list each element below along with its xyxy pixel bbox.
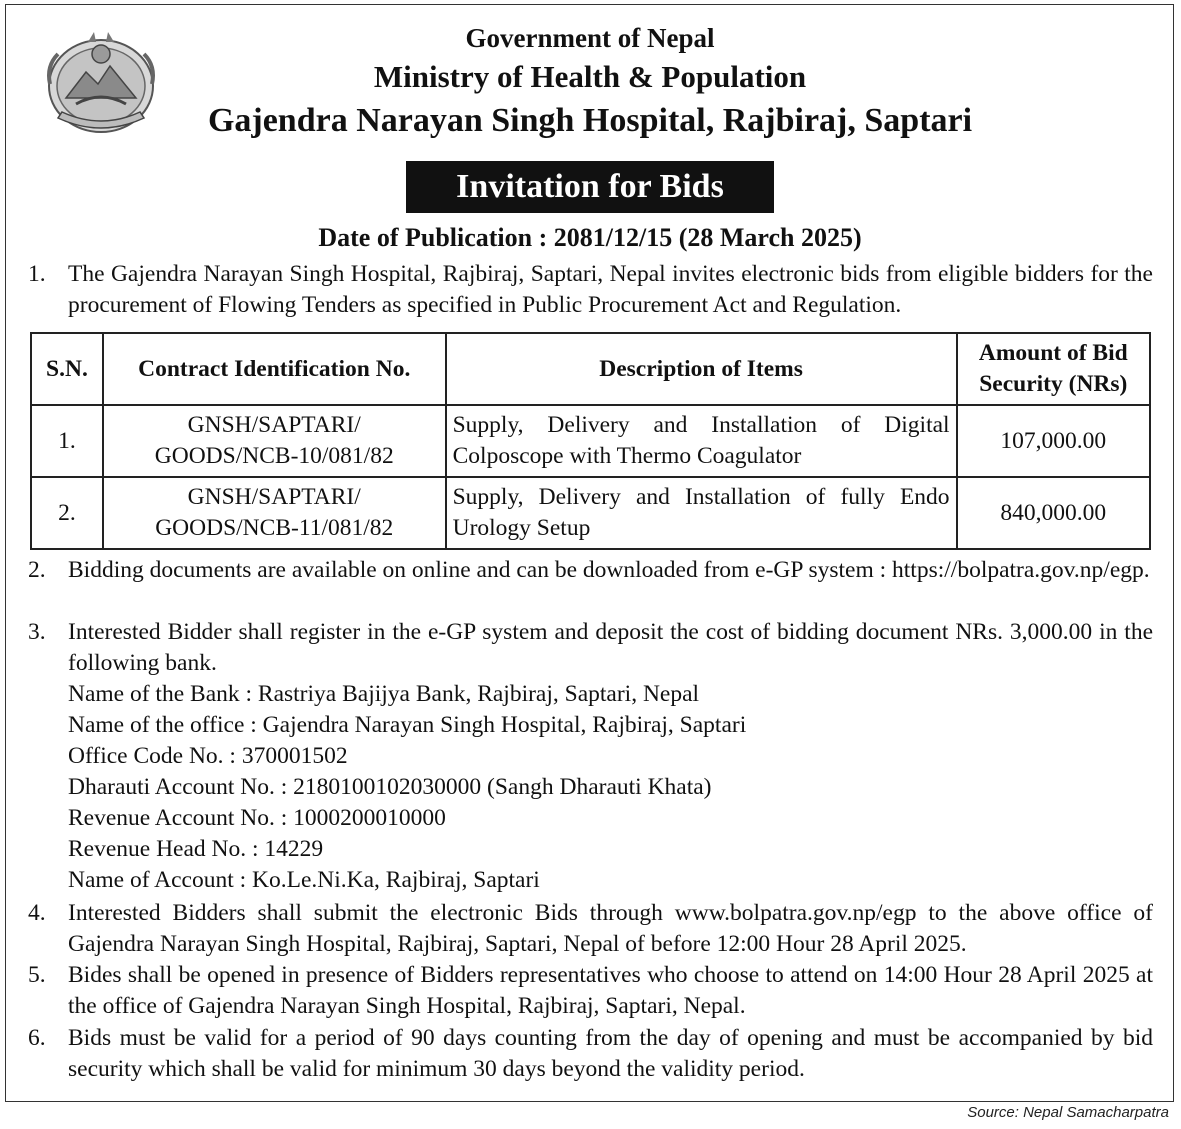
revenue-account: Revenue Account No. : 1000200010000: [68, 805, 446, 831]
row-sn: 2.: [31, 477, 103, 549]
header-contract-id: Contract Identification No.: [103, 333, 446, 405]
source-credit: Source: Nepal Samacharpatra: [967, 1104, 1169, 1121]
contract-id-line2: GOODS/NCB-10/081/82: [154, 443, 394, 469]
row-amount: 107,000.00: [957, 405, 1150, 477]
tender-table: [30, 332, 1151, 550]
government-title: Government of Nepal: [465, 23, 715, 53]
paragraph-number: 1.: [28, 261, 46, 287]
row-amount: 840,000.00: [957, 477, 1150, 549]
paragraph-6: [28, 1023, 1153, 1085]
paragraph-text: Bids must be valid for a period of 90 days counting from the day of opening and must be accompanied by bid security which shall be valid for minimum 30 days beyond the validity period.: [68, 1025, 1153, 1082]
header-amount-line2: Security (NRs): [979, 371, 1128, 397]
paragraph-number: 3.: [28, 619, 46, 645]
paragraph-text: Interested Bidders shall submit the electronic Bids through www.bolpatra.gov.np/egp to the above office of Gajendra Narayan Singh Hospital, Rajbiraj, Saptari, Nepal of before 12:00 Hour 28 April 2025.: [68, 900, 1153, 957]
notice-header: [160, 20, 1020, 144]
publication-date: Date of Publication : 2081/12/15 (28 March 2025): [318, 223, 862, 252]
paragraph-3: [28, 617, 1153, 896]
dharauti-account: Dharauti Account No. : 2180100102030000 (Sangh Dharauti Khata): [68, 774, 712, 800]
bank-details: [68, 679, 1153, 896]
paragraph-1: [28, 259, 1153, 321]
header-description: Description of Items: [446, 333, 957, 405]
paragraph-number: 6.: [28, 1025, 46, 1051]
row-description: Supply, Delivery and Installation of fully Endo Urology Setup: [446, 477, 957, 549]
header-amount: [957, 333, 1150, 405]
account-name: Name of Account : Ko.Le.Ni.Ka, Rajbiraj, Saptari: [68, 867, 540, 893]
paragraph-4: [28, 898, 1153, 960]
paragraph-2: [28, 555, 1153, 586]
header-amount-line1: Amount of Bid: [978, 340, 1128, 366]
paragraph-number: 4.: [28, 900, 46, 926]
office-code: Office Code No. : 370001502: [68, 743, 348, 769]
row-sn: 1.: [31, 405, 103, 477]
header-sn: S.N.: [31, 333, 103, 405]
revenue-head: Revenue Head No. : 14229: [68, 836, 324, 862]
paragraph-text: The Gajendra Narayan Singh Hospital, Rajbiraj, Saptari, Nepal invites electronic bids from eligible bidders for the procurement of Flowing Tenders as specified in Public Procurement Act and Regulation.: [68, 261, 1153, 318]
paragraph-text: Bides shall be opened in presence of Bidders representatives who choose to attend on 14:00 Hour 28 April 2025 at the office of Gajendra Narayan Singh Hospital, Rajbiraj, Saptari, Nepal.: [68, 962, 1153, 1019]
invitation-banner: [406, 161, 774, 213]
table-row: [31, 405, 1150, 477]
invitation-title: Invitation for Bids: [456, 168, 724, 205]
table-header-row: [31, 333, 1150, 405]
paragraph-text: Bidding documents are available on online and can be downloaded from e-GP system : https://bolpatra.gov.np/egp.: [68, 557, 1150, 583]
contract-id-line2: GOODS/NCB-11/081/82: [155, 515, 394, 541]
office-name: Name of the office : Gajendra Narayan Singh Hospital, Rajbiraj, Saptari: [68, 712, 747, 738]
ministry-title: Ministry of Health & Population: [373, 59, 807, 94]
paragraph-text: Interested Bidder shall register in the e-GP system and deposit the cost of bidding document NRs. 3,000.00 in the following bank.: [68, 619, 1153, 676]
contract-id-line1: GNSH/SAPTARI/: [187, 412, 361, 438]
hospital-title: Gajendra Narayan Singh Hospital, Rajbiraj, Saptari: [207, 102, 973, 139]
row-contract-id: [103, 477, 446, 549]
paragraph-5: [28, 960, 1153, 1022]
bank-name: Name of the Bank : Rastriya Bajijya Bank, Rajbiraj, Saptari, Nepal: [68, 681, 700, 707]
paragraph-number: 2.: [28, 557, 46, 583]
row-description: Supply, Delivery and Installation of Digital Colposcope with Thermo Coagulator: [446, 405, 957, 477]
table-row: [31, 477, 1150, 549]
paragraph-number: 5.: [28, 962, 46, 988]
contract-id-line1: GNSH/SAPTARI/: [187, 484, 361, 510]
nepal-emblem-icon: [36, 26, 166, 138]
row-contract-id: [103, 405, 446, 477]
